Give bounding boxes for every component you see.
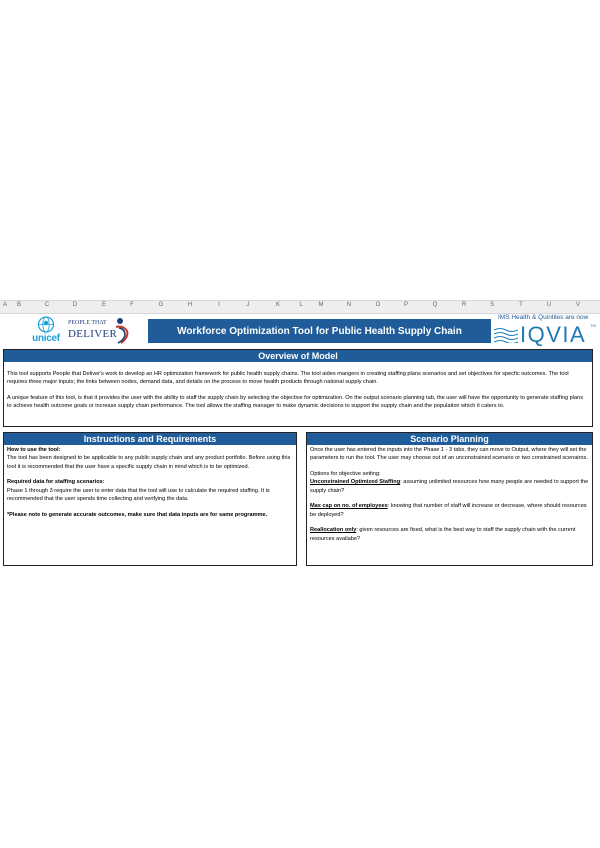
column-header-row xyxy=(0,300,600,314)
scenario-planning-title: Scenario Planning xyxy=(307,433,592,445)
column-header[interactable]: F xyxy=(130,302,134,308)
column-header[interactable]: U xyxy=(546,302,552,308)
column-header[interactable]: B xyxy=(16,302,22,308)
required-data-heading: Required data for staffing scenarios: xyxy=(7,479,105,486)
option-max-cap xyxy=(310,502,589,519)
column-header[interactable]: J xyxy=(246,302,250,308)
column-header[interactable]: O xyxy=(375,302,381,308)
overview-panel xyxy=(3,349,593,427)
option-reallocation xyxy=(310,526,589,543)
required-data-text: Phase 1 through 3 require the user to enter data that the tool will use to calculate the required staffing. It is recommended that the user spends time collecting and verifying the data. xyxy=(7,487,270,502)
overview-title: Overview of Model xyxy=(4,350,592,362)
column-header[interactable]: H xyxy=(187,302,193,308)
iqvia-logo xyxy=(494,314,598,348)
column-header[interactable]: Q xyxy=(432,302,438,308)
option-reallocation-text: : given resources are fixed, what is the best way to staff the supply chain with the current resources availabe? xyxy=(310,527,576,542)
unicef-globe-icon xyxy=(37,316,55,333)
how-to-use-heading: How to use the tool: xyxy=(7,447,61,453)
column-header[interactable]: R xyxy=(461,302,467,308)
column-header[interactable]: V xyxy=(575,302,581,308)
overview-paragraph: This tool supports People that Deliver's work to develop an HR optimization framework for public health supply chains. The tool aides mangers in creating staffing plans scenarios and set objectives for specfic outcomes. The tool requires three major inputs; the links between nodes, demand data, and details on the process to move health products through national supply chain. xyxy=(7,371,569,386)
option-max-cap-text: : knowing that number of staff will increase or decrease, where should resources be deployed? xyxy=(310,503,587,518)
option-max-cap-label: Max cap on no. of employees xyxy=(310,503,388,510)
option-unconstrained-label: Unconstrained Optimized Staffing xyxy=(310,479,401,486)
column-header[interactable]: I xyxy=(218,302,220,308)
column-header[interactable]: G xyxy=(158,302,164,308)
option-reallocation-label: Reallocation only xyxy=(310,527,357,534)
iqvia-wave-icon xyxy=(494,327,518,343)
ptd-logo-big-text: DELIVER xyxy=(68,328,118,340)
iqvia-tagline: IMS Health & Quintiles are now xyxy=(498,314,589,321)
column-header[interactable]: K xyxy=(275,302,281,308)
scenario-intro-text: Once the user has entered the inputs into the Phase 1 - 3 tabs, they can move to Output, where they will set the parameters to run the tool. The user may choose out of an unconstrained scenario or two constrained scenairos. xyxy=(310,447,588,462)
option-unconstrained-text: : assuming unlimited resources how many people are needed to support the supply chain? xyxy=(310,479,589,494)
instructions-panel xyxy=(3,432,297,566)
ptd-logo-small-text: PEOPLE THAT xyxy=(68,320,107,326)
column-header[interactable]: A xyxy=(2,302,8,308)
column-header[interactable]: M xyxy=(318,302,324,308)
unicef-logo xyxy=(28,316,64,346)
column-header[interactable]: P xyxy=(403,302,409,308)
how-to-use-text: The tool has been designed to be applicable to any public supply chain and any product portfolio. Before using this tool it is recommended that the user have a specific supply chain in mind which is to be optimized. xyxy=(7,455,291,470)
iqvia-wordmark: IQVIA xyxy=(520,322,587,347)
column-header[interactable]: L xyxy=(299,302,303,308)
data-inputs-note: *Please note to generate accurate outcomes, make sure that data inputs are for same programme. xyxy=(7,511,268,518)
iqvia-trademark: TM xyxy=(590,323,596,328)
column-header[interactable]: N xyxy=(346,302,352,308)
column-header[interactable]: C xyxy=(44,302,50,308)
overview-paragraph: A unique feature of this tool, is that it provides the user with the ability to staff the supply chain by selecting the objective for optimization. On the output scenario planning tab, the user will have the opportunity to generate staffing plans to achieve health outcome goals or increase supply chain performance. The tool allows the staffing manager to make dynamic decisions to support the supply chain and the population which it caters to. xyxy=(7,395,583,410)
instructions-title: Instructions and Requirements xyxy=(4,433,296,445)
people-that-deliver-logo xyxy=(68,316,134,346)
tool-title-banner: Workforce Optimization Tool for Public Health Supply Chain xyxy=(148,319,491,343)
ptd-figure-icon xyxy=(113,317,133,345)
objective-options-heading: Options for objective setting: xyxy=(310,471,381,478)
column-header[interactable]: D xyxy=(72,302,78,308)
scenario-planning-panel xyxy=(306,432,593,566)
column-header[interactable]: T xyxy=(519,302,523,308)
column-header[interactable]: E xyxy=(101,302,107,308)
option-unconstrained xyxy=(310,478,589,495)
unicef-logo-text: unicef xyxy=(32,333,60,344)
column-header[interactable]: S xyxy=(489,302,495,308)
